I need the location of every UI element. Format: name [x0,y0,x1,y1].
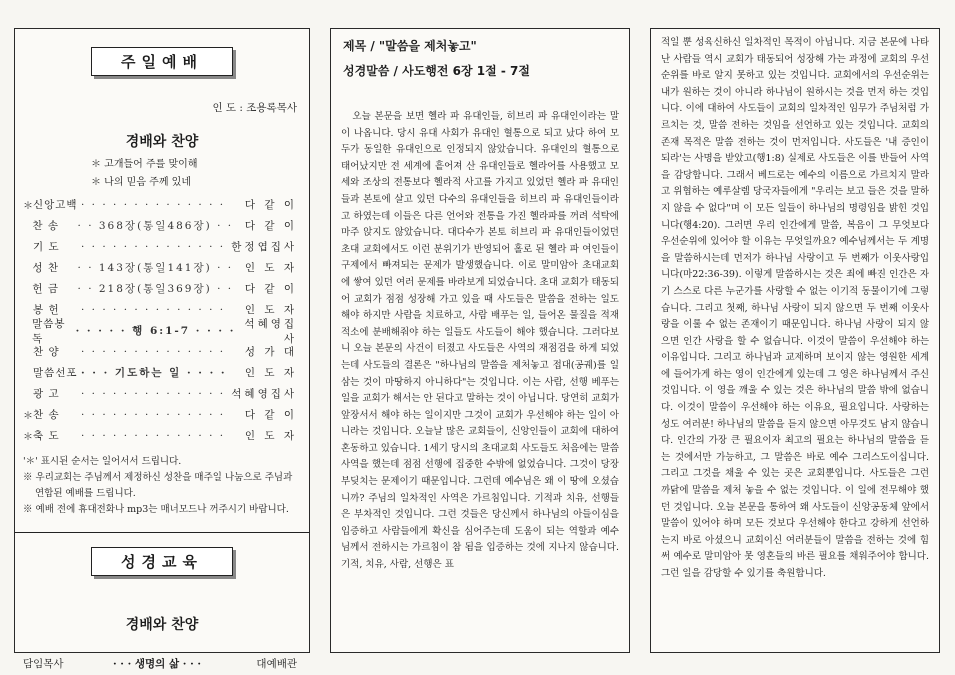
order-leader: 다 같 이 [244,220,298,232]
praise-call: ＊ 고개들어 주를 맞이해 [91,159,198,170]
order-detail: · · · · · · · · · · · · · · [81,303,226,316]
standing-mark: ＊ [23,432,33,443]
order-item: 말씀선포 [33,367,78,379]
order-row [15,257,309,278]
order-row [15,236,309,257]
note: ※ 예배 전에 휴대전화나 mp3는 매너모드나 꺼주시기 바랍니다. [23,504,289,515]
praise-section-title: 경배와 찬양 [125,134,199,150]
order-item: 광 고 [33,388,60,400]
order-leader: 성 가 대 [244,346,297,358]
order-detail: · · · · · · · · · · · · · · [81,408,226,421]
order-detail: · · · · · · · · · · · · · · [81,198,226,211]
order-item: 축 도 [33,430,60,442]
education-teacher: 담임목사 [23,658,64,670]
order-detail: · · 368장(통일486장) · · [77,220,234,232]
order-detail: · · · · · · · · · · · · · · [81,345,226,358]
order-item: 찬 양 [33,346,60,358]
order-item: 성 찬 [32,262,60,274]
sermon-body-continued: 적일 뿐 성육신하신 일차적인 목적이 아닙니다. 지금 본문에 나타난 사람들 역시 교회가 태동되어 성장해 가는 과정에 교회의 우선순위를 바로 알지 못하고 있는 것입니다. 교회에서의 우선순위는 내가 원하는 것이 아니라 하나님이 원하시는 것을 먼저 하는 것입니다. 이에 대하여 사도들이 교회의 일차적인 임무가 주님처럼 가르치는 것, 말씀 전하는 것임을 선언하고 있는 것입니다. 교회의 존재 목적은 말씀 전하는 것이 먼저입니다. 사도들은 '내 증인이 되라'는 사명을 받았고(행1:8) 실제로 사도들은 이를 반들어 사역을 감당합니다. 그래서 베드로는 예수의 이름으로 가르치지 말라고 위협하는 예루살렘 당국자들에게 "우리는 보고 들은 것을 말하지 않을 수 없다"며 이 모든 일들이 하나님의 명령임을 밝힌 것입니다(행4:20). 그러면 우리 인간에게 말씀, 복음이 그 무엇보다 우선순위에 있어야 할 이유는 무엇일까요? 예수님께서는 두 계명을 말씀하시는데 먼저가 하나님 사랑이고 두 번째가 이웃사랑입니다(마22:36-39). 이렇게 말씀하시는 것은 죄에 빠진 인간은 자기 스스로 다른 누군가를 사랑할 수 없는 이기적 동물이기에 그렇습니다. 그리고 첫째, 하나님 사랑이 되지 않으면 두 번째 이웃사랑을 이룰 수 없는 존재이기 때문입니다. 하나님 사랑이 되지 않으면 인간 사랑을 할 수 없습니다. 이것이 말씀이 우선해야 하는 이유입니다. 그리고 하나님과 교제하며 보이지 않는 영원한 세계에 들어가게 하는 영이 인간에게 있는데 그 영은 하나님께서 주신 것입니다. 이 영을 깨울 수 있는 것은 하나님의 말씀 밖에 없습니다. 이것이 말씀이 우선해야 하는 이유요, 필요입니다. 사랑하는 성도 여러분! 하나님의 말씀을 듣지 않으면 아무것도 남지 않습니다. 인간의 가장 큰 필요이자 최고의 필요는 하나님의 말씀을 듣는 것에서만 가능하고, 그 말씀은 바로 예수 그리스도이십니다. 그리고 그것을 채울 수 있는 곳은 교회뿐입니다. 사도들은 그런 까닭에 말씀을 제처 놓을 수 없는 것입니다. 이 일에 전무해야 했던 것입니다. 오늘 본문을 통하여 왜 사도들이 신앙공동체 앞에서 말씀이 있어야 하며 모든 것보다 우선해야 한다고 강하게 선언하는지 바로 아셨으니 교회이신 여러분들이 말씀을 전하는 것에 힘써 예수로 말미암아 못 영혼들의 바른 필요를 채워주어야 합니다. 그런 일을 감당할 수 있기를 축원합니다. [661,37,929,579]
education-place: 대예배관 [256,658,297,670]
education-title: 성경교육 [91,547,233,576]
sermon-continued-panel [650,28,940,653]
worship-order-panel [14,28,310,670]
order-detail: · · · · · · · · · · · · · · [81,387,226,400]
order-detail: · · 143장(통일141장) · · [77,262,234,274]
order-item: 기 도 [33,241,60,253]
standing-mark: ＊ [23,201,33,212]
order-leader: 다 같 이 [244,199,297,211]
order-leader: 석혜영집사 [231,388,297,400]
order-row [15,383,309,404]
order-detail: · · · · · 행 6:1-7 · · · · [75,325,236,337]
praise-calls [15,155,309,188]
order-list [15,194,309,446]
sermon-scripture: 성경말씀 / 사도행전 6장 1절 - 7절 [343,64,530,78]
education-row [23,656,297,671]
order-row [15,194,309,215]
sermon-body: 오늘 본문을 보면 헬라 파 유대인들, 히브리 파 유대인이라는 말이 나옵니다. 당시 유대 사회가 유대인 혈통으로 되고 났다 하여 모두가 동일한 유대인으로 인정되지 않았습니다. 유대인의 혈통으로 태어났지만 전 세계에 흩어져 산 유대인들로 헬라어를 사용했고 모세와 조상의 전통보다 헬라적 사고를 가지고 있었던 헬라 파 유대인들과 본토에 살고 있던 다수의 유대인들을 히브리 파 유대인들이라고 하였는데 이들은 다른 언어와 전통을 가진 헬라파를 꺼려 석탁에 마주 앉지도 않았습니다. 대다수가 본토 히브리 파 유대인들이었던 초대 교회에서도 이런 분위기가 반영되어 홀로 된 헬라 파 여인들이 구제에서 빠져되는 문제가 발생했습니다. 이로 말미암아 초대교회에 쌓여 있던 여러 문제를 바라보게 되었습니다. 초대 교회가 태동되어 교회가 점점 성장해 가고 있을 때 사도들은 말씀을 전하는 일도 해야 하지만 사람을 치료하고, 사람 배푸는 일, 들어온 물질을 적재적소에 분배해줘야 하는 일들도 사도들이 해야 했습니다. 그러다보니 오늘 본문의 사건이 터졌고 사도들은 사역의 재점검을 하게 되었는데 사도들의 결론은 "하나님의 말씀을 제처놓고 접대(공궤)를 일삼는 것이 마땅하지 아니하다"는 것입니다. 이는 사람, 선행 베푸는 일을 교회가 해서는 안 된다고 말하는 것이 아닙니다. 당연히 교회가 앞장서서 해야 하는 일이지만 그것이 교회가 우선해야 하는 일이 아니라는 것입니다. 오늘날 많은 교회들이, 신앙인들이 교회에 대하여 혼동하고 있습니다. 1세기 당시의 초대교회 사도들도 처음에는 말씀사역을 했는데 점점 선행에 집중한 수밖에 없었습니다. 그것이 당장 부딪치는 문제이기 때문입니다. 그런데 예수님은 왜 이 땅에 오셨습니까? 주님의 일차적인 사역은 가르침입니다. 기적과 치유, 선행들은 부차적인 것입니다. 그런 것들은 당신께서 하나님의 아들이심을 입증하고 사람들에게 확신을 심어주는데 도움이 되는 역할과 예수님께서 전하시는 가르침이 참 됨을 입증하는 것에 지나지 않습니다. 기적, 치유, 사람, 선행은 표 [341,111,619,571]
education-course: · · · 생명의 삶 · · · [112,658,202,670]
note: ※ 우리교회는 주님께서 제정하신 성찬을 매주일 나눔으로 주님과 연합된 예배를 드립니다. [23,472,293,499]
order-item: 말씀봉독 [32,317,66,345]
order-item: 찬 송 [32,220,60,232]
education-section-title: 경배와 찬양 [125,617,199,633]
order-row [15,362,309,383]
order-leader: 석혜영집사 [244,317,297,345]
order-row [15,341,309,362]
order-detail: · · · · · · · · · · · · · · [81,240,226,253]
praise-call: ＊ 나의 믿음 주께 있네 [91,177,191,188]
order-leader: 인 도 자 [244,367,297,379]
standing-mark: ＊ [23,411,33,422]
worship-title: 주일예배 [91,47,233,76]
order-leader: 인 도 자 [244,262,298,274]
order-row [15,278,309,299]
order-row [15,425,309,446]
order-item: 신앙고백 [33,199,78,211]
order-item: 찬 송 [33,409,60,421]
order-detail: · · · · · · · · · · · · · · [81,429,226,442]
order-detail: · · · 기도하는 일 · · · · [81,367,227,379]
order-item: 헌 금 [32,283,60,295]
sermon-title: 제목 / "말씀을 제처놓고" [343,39,477,53]
sermon-panel [330,28,630,653]
order-leader: 한정엽집사 [231,241,297,253]
order-row [15,404,309,425]
order-leader: 인 도 자 [244,304,297,316]
order-detail: · · 218장(통일369장) · · [77,283,234,295]
order-leader: 다 같 이 [244,409,297,421]
order-leader: 다 같 이 [244,283,298,295]
worship-notes [23,454,299,518]
note: '＊' 표시된 순서는 일어서서 드립니다. [23,456,182,467]
order-row [15,215,309,236]
order-row [15,317,309,345]
order-leader: 인 도 자 [244,430,297,442]
officiant: 인 도 : 조용록목사 [212,102,297,114]
order-item: 봉 헌 [33,304,60,316]
